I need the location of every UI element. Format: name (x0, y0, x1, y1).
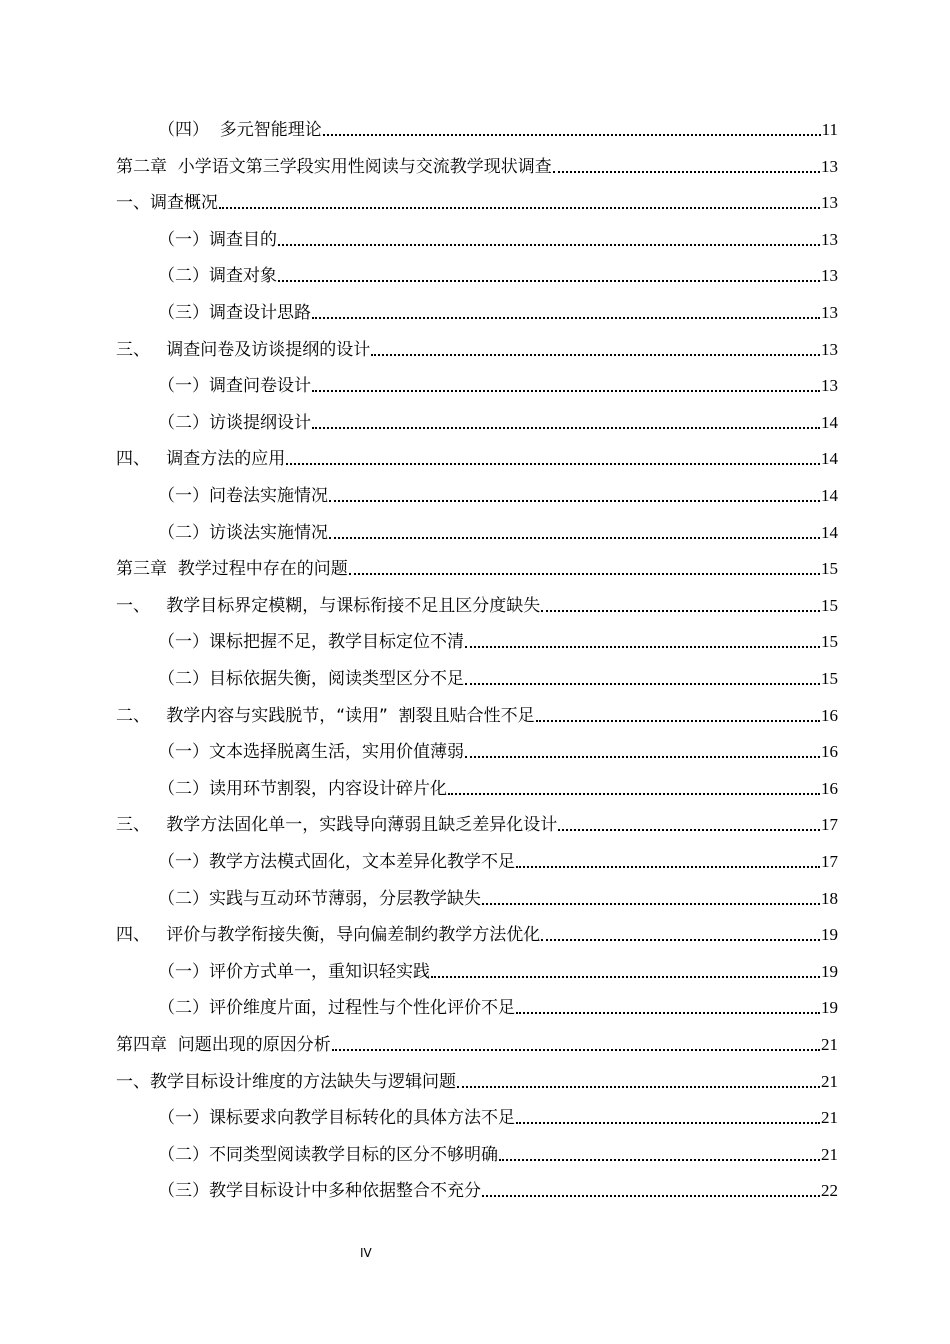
toc-entry-title: 三、 教学方法固化单一，实践导向薄弱且缺乏差异化设计 (116, 815, 558, 836)
toc-dot-leader (536, 720, 820, 722)
toc-entry-title: （二）评价维度片面，过程性与个性化评价不足 (158, 998, 515, 1019)
toc-entry-subheading[interactable] (158, 955, 838, 983)
toc-entry-page-number: 21 (821, 1035, 838, 1054)
toc-dot-leader (329, 500, 820, 502)
toc-entry-page-number: 19 (821, 925, 838, 945)
toc-entry-title: （一）评价方式单一，重知识轻实践 (158, 961, 430, 982)
toc-entry-title: （二）调查对象 (158, 266, 277, 287)
toc-entry-subheading[interactable] (158, 259, 838, 287)
toc-entry-title: （一）课标要求向教学目标转化的具体方法不足 (158, 1108, 515, 1129)
toc-entry-heading[interactable] (116, 186, 838, 214)
toc-dot-leader (312, 390, 820, 392)
toc-dot-leader (541, 610, 820, 612)
toc-entry-subheading[interactable] (158, 991, 838, 1019)
toc-entry-page-number: 16 (821, 742, 838, 762)
toc-entry-subheading[interactable] (158, 1174, 838, 1202)
toc-entry-title: 二、 教学内容与实践脱节，“读用” 割裂且贴合性不足 (116, 705, 535, 726)
toc-entry-title: （一）问卷法实施情况 (158, 486, 328, 506)
toc-dot-leader (553, 171, 820, 173)
toc-entry-subheading[interactable] (158, 296, 838, 324)
toc-entry-title: （四） 多元智能理论 (158, 120, 322, 140)
toc-dot-leader (349, 573, 820, 575)
toc-dot-leader (323, 134, 821, 136)
toc-entry-title: 一、教学目标设计维度的方法缺失与逻辑问题 (116, 1071, 456, 1092)
toc-dot-leader (558, 829, 820, 831)
toc-entry-page-number: 21 (821, 1071, 838, 1091)
toc-entry-page-number: 11 (821, 120, 838, 139)
toc-entry-page-number: 13 (821, 339, 838, 359)
toc-entry-page-number: 14 (821, 522, 838, 542)
toc-entry-title: （一）课标把握不足，教学目标定位不清 (158, 632, 464, 653)
toc-entry-page-number: 17 (821, 815, 838, 835)
toc-entry-heading[interactable] (116, 333, 838, 361)
toc-dot-leader (431, 976, 820, 978)
toc-entry-page-number: 19 (821, 998, 838, 1018)
toc-dot-leader (278, 280, 820, 282)
toc-entry-title: （一）调查问卷设计 (158, 376, 311, 397)
toc-entry-heading[interactable] (116, 808, 838, 836)
toc-entry-title: （二）实践与互动环节薄弱，分层教学缺失 (158, 888, 481, 909)
page-number: IV (360, 1246, 372, 1260)
toc-entry-title: 三、 调查问卷及访谈提纲的设计 (116, 339, 371, 360)
toc-dot-leader (332, 1049, 820, 1051)
toc-dot-leader (312, 317, 820, 319)
toc-entry-page-number: 13 (821, 193, 838, 213)
toc-entry-title: （三）教学目标设计中多种依据整合不充分 (158, 1181, 481, 1202)
toc-entry-subheading[interactable] (158, 882, 838, 910)
toc-entry-page-number: 22 (821, 1181, 838, 1201)
toc-dot-leader (465, 646, 820, 648)
toc-entry-page-number: 13 (821, 229, 838, 249)
toc-entry-page-number: 16 (821, 705, 838, 725)
toc-entry-page-number: 15 (821, 559, 838, 579)
toc-entry-heading[interactable] (116, 918, 838, 946)
toc-dot-leader (482, 903, 820, 905)
toc-entry-page-number: 13 (821, 376, 838, 396)
toc-entry-heading[interactable] (116, 442, 838, 470)
toc-entry-heading[interactable] (116, 1065, 838, 1093)
toc-entry-title: 四、 评价与教学衔接失衡，导向偏差制约教学方法优化 (116, 925, 541, 946)
toc-dot-leader (278, 244, 820, 246)
toc-entry-subheading[interactable] (158, 479, 838, 507)
toc-entry-title: （三）调查设计思路 (158, 303, 311, 323)
toc-dot-leader (516, 1012, 820, 1014)
toc-entry-page-number: 14 (821, 449, 838, 469)
toc-entry-page-number: 18 (821, 888, 838, 908)
toc-entry-page-number: 13 (821, 156, 838, 176)
toc-entry-subheading[interactable] (158, 369, 838, 397)
toc-entry-page-number: 21 (821, 1144, 838, 1164)
toc-dot-leader (457, 1086, 820, 1088)
toc-entry-title: （二）读用环节割裂，内容设计碎片化 (158, 778, 447, 799)
toc-entry-title: （二）访谈法实施情况 (158, 522, 328, 543)
toc-entry-subheading[interactable] (158, 625, 838, 653)
toc-entry-title: （二）目标依据失衡，阅读类型区分不足 (158, 669, 464, 689)
toc-dot-leader (541, 939, 820, 941)
toc-entry-page-number: 16 (821, 778, 838, 798)
toc-entry-page-number: 14 (821, 412, 838, 432)
toc-entry-title: （一）文本选择脱离生活，实用价值薄弱 (158, 742, 464, 763)
toc-entry-page-number: 15 (821, 632, 838, 652)
toc-entry-subheading[interactable] (158, 735, 838, 763)
toc-dot-leader (312, 427, 820, 429)
toc-entry-subheading[interactable] (158, 223, 838, 251)
toc-dot-leader (371, 354, 820, 356)
toc-dot-leader (516, 866, 820, 868)
toc-entry-page-number: 19 (821, 961, 838, 981)
toc-entry-heading[interactable] (116, 589, 838, 617)
toc-entry-heading[interactable] (116, 699, 838, 727)
toc-dot-leader (329, 537, 820, 539)
toc-entry-heading[interactable] (116, 150, 838, 178)
toc-dot-leader (465, 756, 820, 758)
toc-dot-leader (465, 683, 820, 685)
toc-entry-heading[interactable] (116, 1028, 838, 1056)
toc-entry-title: （一）调查目的 (158, 229, 277, 250)
toc-entry-page-number: 13 (821, 266, 838, 286)
toc-entry-subheading[interactable] (158, 406, 838, 434)
toc-entry-title: 第二章 小学语文第三学段实用性阅读与交流教学现状调查 (116, 156, 552, 177)
toc-dot-leader (286, 463, 820, 465)
toc-entry-title: 第四章 问题出现的原因分析 (116, 1035, 331, 1055)
toc-entry-page-number: 14 (821, 486, 838, 505)
toc-dot-leader (482, 1195, 820, 1197)
toc-entry-title: 第三章 教学过程中存在的问题 (116, 559, 348, 580)
toc-entry-subheading[interactable] (158, 845, 838, 873)
toc-entry-title: （二）不同类型阅读教学目标的区分不够明确 (158, 1144, 498, 1165)
toc-entry-page-number: 17 (821, 852, 838, 871)
toc-entry-heading[interactable] (116, 552, 838, 580)
toc-entry-subheading[interactable] (158, 662, 838, 690)
toc-entry-subheading[interactable] (158, 516, 838, 544)
toc-entry-subheading[interactable] (158, 113, 838, 141)
toc-entry-title: （二）访谈提纲设计 (158, 412, 311, 433)
toc-entry-subheading[interactable] (158, 772, 838, 800)
toc-entry-page-number: 15 (821, 669, 838, 688)
toc-entry-subheading[interactable] (158, 1138, 838, 1166)
toc-entry-title: （一）教学方法模式固化，文本差异化教学不足 (158, 852, 515, 872)
toc-dot-leader (219, 207, 820, 209)
toc-entry-title: 四、 调查方法的应用 (116, 449, 286, 470)
toc-entry-page-number: 15 (821, 595, 838, 615)
toc-dot-leader (499, 1159, 820, 1161)
toc-dot-leader (516, 1122, 820, 1124)
toc-dot-leader (448, 793, 820, 795)
toc-entry-title: 一、调查概况 (116, 193, 218, 214)
toc-entry-title: 一、 教学目标界定模糊，与课标衔接不足且区分度缺失 (116, 595, 541, 616)
toc-entry-page-number: 13 (821, 303, 838, 322)
toc-entry-subheading[interactable] (158, 1101, 838, 1129)
toc-entry-page-number: 21 (821, 1108, 838, 1128)
